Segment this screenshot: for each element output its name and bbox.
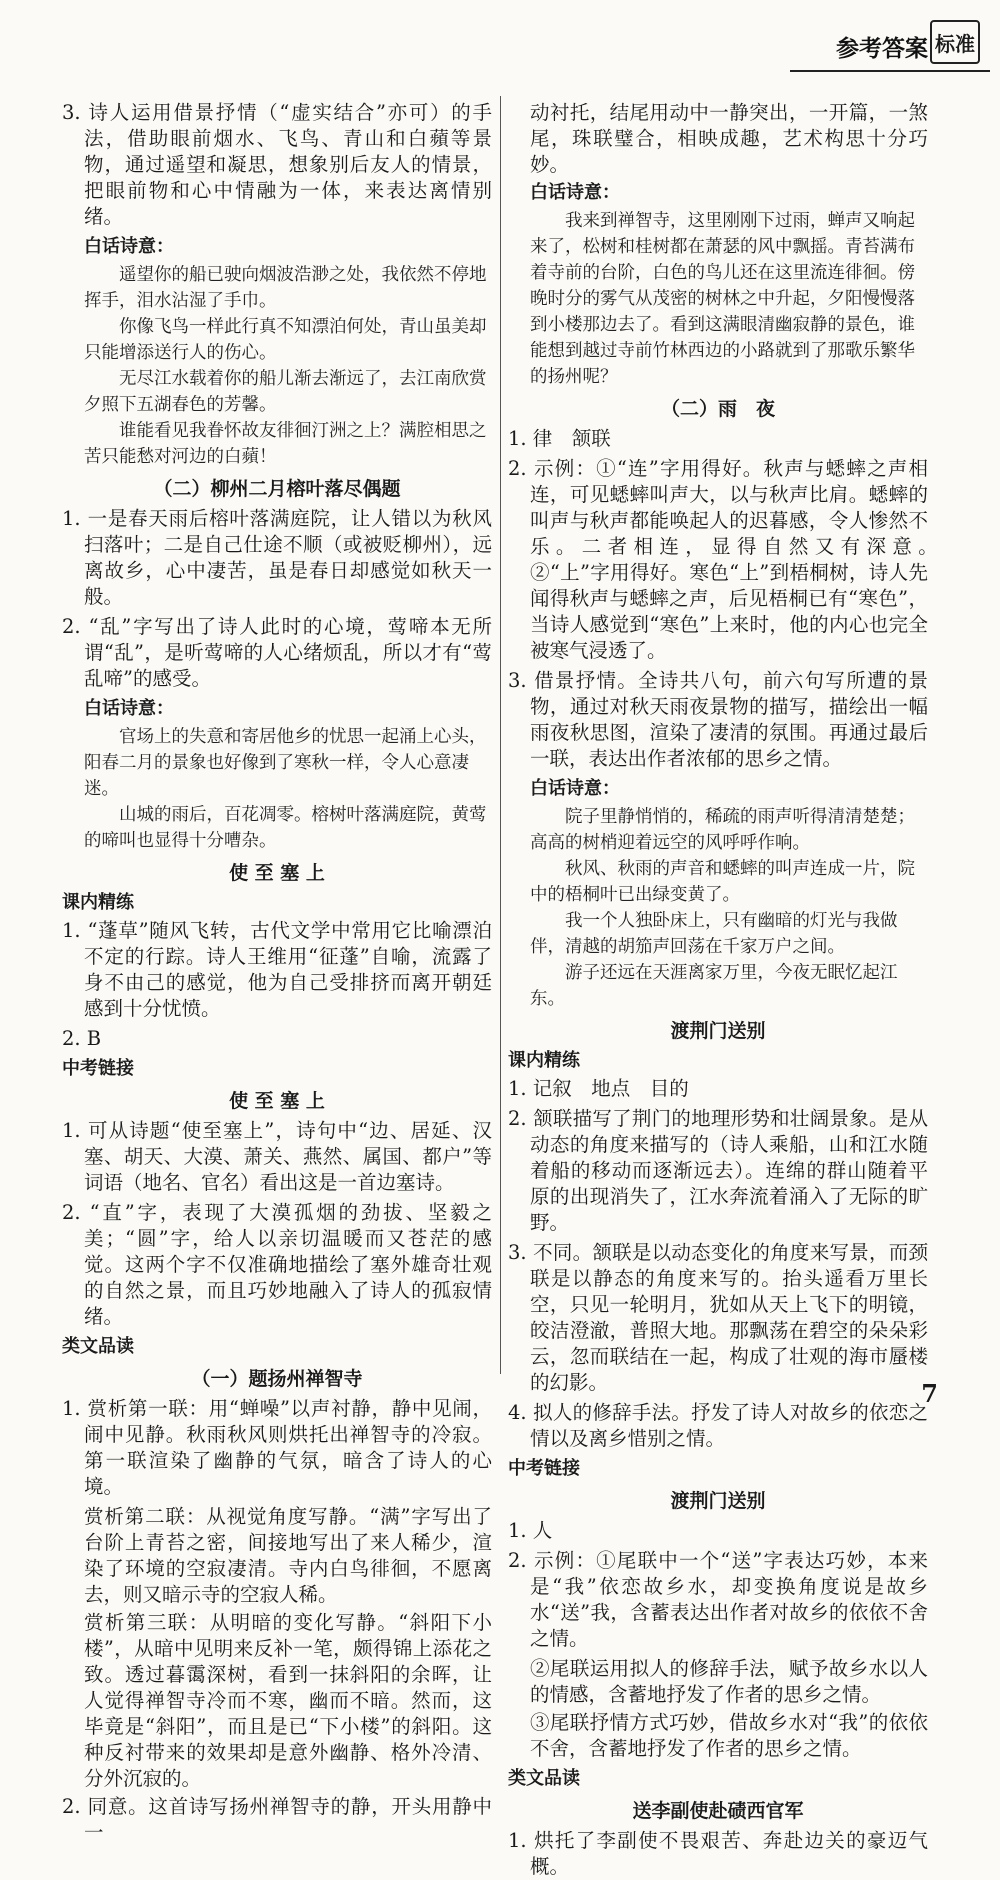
- answer-item: 1. 赏析第一联：用“蝉噪”以声衬静，静中见闹，闹中见静。秋雨秋风则烘托出禅智寺的冷寂。第一联渲染了幽静的气氛，暗含了诗人的心境。: [62, 1397, 492, 1498]
- translation-paragraph: 谁能看见我眷怀故友徘徊汀洲之上？满腔相思之苦只能愁对河边的白蘋！: [84, 421, 487, 467]
- answer-item: 1. 烘托了李副使不畏艰苦、奔赴边关的豪迈气概。: [508, 1829, 928, 1878]
- translation-paragraph: 官场上的失意和寄居他乡的忧思一起涌上心头，阳春二月的景象也好像到了寒秋一样，令人心意凄迷。: [84, 727, 487, 799]
- answer-item: 2. 示例：①尾联中一个“送”字表达巧妙，本来是“我”依恋故乡水，却变换角度说是故乡水“送”我，含蓄表达出作者对故乡的依依不舍之情。: [508, 1549, 928, 1650]
- poem-heading: （一）题扬州禅智寺: [191, 1368, 363, 1390]
- header-rule: [790, 70, 990, 72]
- answer-continuation: ③尾联抒情方式巧妙，借故乡水对“我”的依依不舍，含蓄地抒发了作者的思乡之情。: [530, 1711, 928, 1760]
- answer-item: 1. 律 颔联: [508, 427, 611, 450]
- answer-item: 2. 颔联描写了荆门的地理形势和壮阔景象。是从动态的角度来描写的（诗人乘船，山和江水随着船的移动而逐渐远去）。连绵的群山随着平原的出现消失了，江水奔流着涌入了无际的旷野。: [508, 1107, 928, 1234]
- translation-label: 白话诗意：: [84, 698, 174, 719]
- answer-item: 2. “直”字，表现了大漠孤烟的劲拔、坚毅之美；“圆”字，给人以亲切温暖而又苍茫的感觉。这两个字不仅准确地描绘了塞外雄奇壮观的自然之景，而且巧妙地融入了诗人的孤寂情绪。: [62, 1201, 492, 1328]
- translation-paragraph: 我一个人独卧床上，只有幽暗的灯光与我做伴，清越的胡笳声回荡在千家万户之间。: [530, 911, 898, 957]
- answer-item: 1. “蓬草”随风飞转，古代文学中常用它比喻漂泊不定的行踪。诗人王维用“征蓬”自喻，流露了身不由己的感觉，他为自己受排挤而离开朝廷感到十分忧愤。: [62, 919, 492, 1020]
- poem-heading: 渡荆门送别: [670, 1020, 766, 1042]
- answer-item: 1. 一是春天雨后榕叶落满庭院，让人错以为秋风扫落叶；二是自己仕途不顺（或被贬柳州），远离故乡，心中凄苦，虽是春日却感觉如秋天一般。: [62, 507, 492, 608]
- poem-heading: 渡荆门送别: [670, 1490, 766, 1512]
- answer-continuation: 赏析第三联：从明暗的变化写静。“斜阳下小楼”，从暗中见明来反补一笔，颇得锦上添花之致。透过暮霭深树，看到一抹斜阳的余晖，让人觉得禅智寺冷而不寒，幽而不暗。然而，这毕竟是“斜阳”，而且是已“下小楼”的斜阳。这种反衬带来的效果却是意外幽静、格外冷清、分外沉寂的。: [84, 1611, 492, 1790]
- poem-heading: （二）雨 夜: [660, 398, 775, 420]
- translation-paragraph: 你像飞鸟一样此行真不知漂泊何处，青山虽美却只能增添送行人的伤心。: [84, 317, 487, 363]
- answer-continuation: 赏析第二联：从视觉角度写静。“满”字写出了台阶上青苔之密，间接地写出了来人稀少，渲染了环境的空寂凄清。寺内白鸟徘徊，不愿离去，则又暗示寺的空寂人稀。: [84, 1505, 492, 1606]
- answer-item: 3. 借景抒情。全诗共八句，前六句写所遭的景物，通过对秋天雨夜景物的描写，描绘出一幅雨夜秋思图，渲染了凄清的氛围。再通过最后一联，表达出作者浓郁的思乡之情。: [508, 669, 928, 770]
- right-column: [508, 100, 948, 1878]
- poem-heading: 使 至 塞 上: [229, 1090, 325, 1112]
- answer-item: 2. “乱”字写出了诗人此时的心境，莺啼本无所谓“乱”，是听莺啼的人心绪烦乱，所以才有“莺乱啼”的感受。: [62, 615, 492, 690]
- poem-heading: 使 至 塞 上: [229, 862, 325, 884]
- translation-paragraph: 我来到禅智寺，这里刚刚下过雨，蝉声又响起来了，松树和桂树都在萧瑟的风中飘摇。青苔满布着寺前的台阶，白色的鸟儿还在这里流连徘徊。傍晚时分的雾气从茂密的树林之中升起，夕阳慢慢落到小楼那边去了。看到这满眼清幽寂静的景色，谁能想到越过寺前竹林西边的小路就到了那歌乐繁华的扬州呢？: [530, 211, 915, 387]
- answer-continuation: ②尾联运用拟人的修辞手法，赋予故乡水以人的情感，含蓄地抒发了作者的思乡之情。: [530, 1657, 928, 1706]
- answer-item: 1. 可从诗题“使至塞上”，诗句中“边、居延、汉塞、胡天、大漠、萧关、燕然、属国、都户”等词语（地名、官名）看出这是一首边塞诗。: [62, 1119, 492, 1194]
- page-header: [790, 12, 990, 64]
- answer-item: 2. 示例：①“连”字用得好。秋声与蟋蟀之声相连，可见蟋蟀叫声大，以与秋声比肩。蟋蟀的叫声与秋声都能唤起人的迟暮感，令人惨然不乐。二者相连，显得自然又有深意。 ②“上”字用得好。寒色“上”到梧桐树，诗人先闻得秋声与蟋蟀之声，后见梧桐已有“寒色”，当诗人感觉到“寒色”上来时，他的内心也完全被寒气浸透了。: [508, 457, 948, 662]
- answer-item: 3. 诗人运用借景抒情（“虚实结合”亦可）的手法，借助眼前烟水、飞鸟、青山和白蘋等景物，通过遥望和凝思，想象别后友人的情景，把眼前物和心中情融为一体，来表达离情别绪。: [62, 101, 492, 228]
- translation-label: 白话诗意：: [530, 182, 620, 203]
- translation-paragraph: 无尽江水载着你的船儿渐去渐远了，去江南欣赏夕照下五湖春色的芳馨。: [84, 369, 487, 415]
- column-divider: [500, 96, 501, 1374]
- section-heading: 类文品读: [62, 1336, 134, 1357]
- answer-item: 2. 同意。这首诗写扬州禅智寺的静，开头用静中一: [62, 1795, 492, 1844]
- section-heading: 中考链接: [508, 1458, 580, 1479]
- brand-logo: 标准: [930, 20, 980, 64]
- translation-paragraph: 院子里静悄悄的，稀疏的雨声听得清清楚楚；高高的树梢迎着远空的风呼呼作响。: [530, 807, 915, 853]
- answer-item: 1. 记叙 地点 目的: [508, 1077, 689, 1100]
- page-number: 7: [921, 1379, 938, 1408]
- poem-heading: 送李副使赴碛西官军: [632, 1800, 804, 1822]
- poem-heading: （二）柳州二月榕叶落尽偶题: [153, 478, 401, 500]
- answer-item: 3. 不同。颔联是以动态变化的角度来写景，而颈联是以静态的角度来写的。抬头遥看万里长空，只见一轮明月，犹如从天上飞下的明镜，皎洁澄澈，普照大地。那飘荡在碧空的朵朵彩云，忽而联结在一起，构成了壮观的海市蜃楼的幻影。: [508, 1241, 928, 1394]
- header-title: 参考答案: [836, 36, 928, 62]
- answer-item: 1. 人: [508, 1519, 553, 1542]
- section-heading: 课内精练: [62, 892, 134, 913]
- translation-paragraph: 秋风、秋雨的声音和蟋蟀的叫声连成一片，院中的梧桐叶已出绿变黄了。: [530, 859, 915, 905]
- answer-item: 2. B: [62, 1027, 102, 1050]
- answer-item: 4. 拟人的修辞手法。抒发了诗人对故乡的依恋之情以及离乡惜别之情。: [508, 1401, 928, 1450]
- translation-paragraph: 游子还远在天涯离家万里，今夜无眠忆起江东。: [530, 963, 898, 1009]
- left-column: [62, 100, 492, 1844]
- section-heading: 类文品读: [508, 1768, 580, 1789]
- answer-continuation: 动衬托，结尾用动中一静突出，一开篇，一煞尾，珠联璧合，相映成趣，艺术构思十分巧妙。: [530, 101, 928, 176]
- translation-label: 白话诗意：: [530, 778, 620, 799]
- translation-paragraph: 山城的雨后，百花凋零。榕树叶落满庭院，黄莺的啼叫也显得十分嘈杂。: [84, 805, 487, 851]
- section-heading: 课内精练: [508, 1050, 580, 1071]
- translation-paragraph: 遥望你的船已驶向烟波浩渺之处，我依然不停地挥手，泪水沾湿了手巾。: [84, 265, 487, 311]
- section-heading: 中考链接: [62, 1058, 134, 1079]
- translation-label: 白话诗意：: [84, 236, 174, 257]
